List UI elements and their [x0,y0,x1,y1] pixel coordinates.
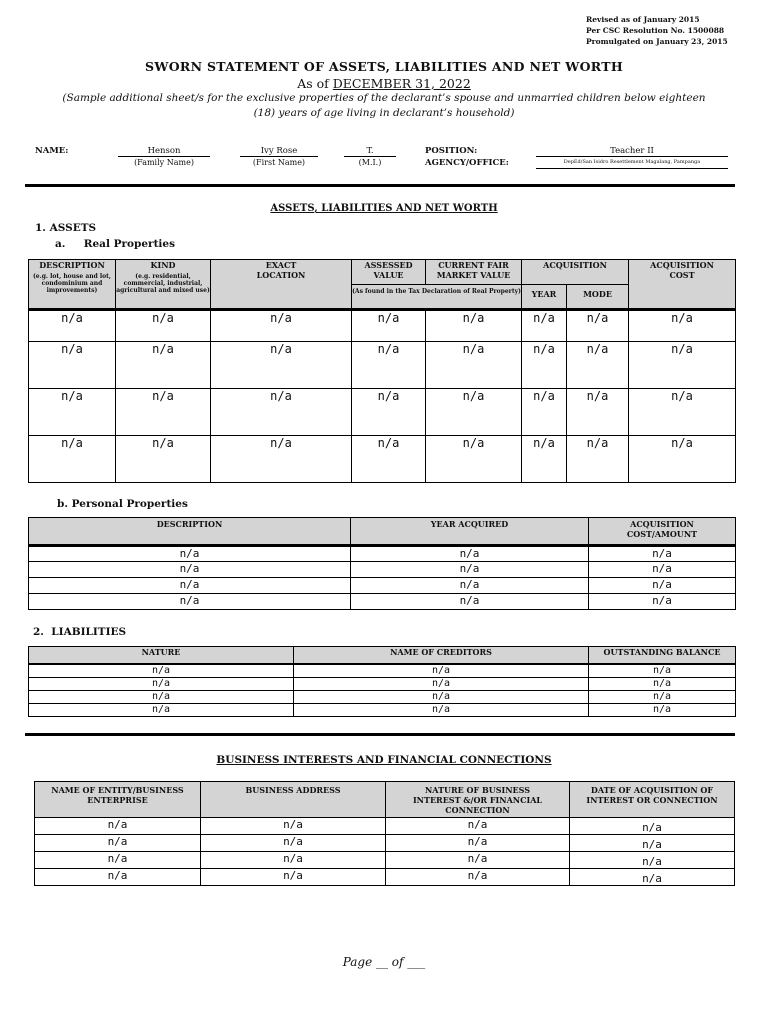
cell: n/a [29,310,116,342]
cell: n/a [426,436,522,483]
cell: n/a [352,310,426,342]
cell: n/a [29,703,294,716]
family-name-caption: (Family Name) [134,158,194,167]
col-assessed [352,260,426,285]
col-description-label: DESCRIPTION [39,260,105,270]
col-personal-year [351,518,589,546]
cell: n/a [29,594,351,610]
cell: n/a [35,818,201,835]
business-table [34,781,735,886]
cell: n/a [35,869,201,886]
col-label: DESCRIPTION [156,519,223,529]
cell: n/a [351,578,589,594]
table-row [35,818,735,835]
personal-properties-heading: b. Personal Properties [57,498,188,510]
table-row [35,852,735,869]
table-row [35,835,735,852]
cell: n/a [29,546,351,562]
table-row [29,677,736,690]
divider [25,184,735,187]
col-kind [116,260,211,310]
col-personal-description [29,518,351,546]
cell: n/a [29,342,116,389]
col-cost [629,260,736,310]
col-date [570,782,735,818]
cell: n/a [29,690,294,703]
personal-properties-table [28,517,736,610]
cell: n/a [116,436,211,483]
liabilities-heading: 2. LIABILITIES [33,626,127,638]
section-title: ASSETS, LIABILITIES AND NET WORTH [270,203,498,214]
col-acquisition [522,260,629,285]
sample-note: (Sample additional sheet/s for the exclusive properties of the declarant’s spouse and unmarried children below eighteen (18) years of age living in declarant’s household) [62,92,706,119]
cell: n/a [589,664,736,678]
divider [25,733,735,736]
table-row [29,703,736,716]
cell: n/a [426,389,522,436]
col-label: OUTSTANDING BALANCE [603,647,721,657]
cell: n/a [352,436,426,483]
col-year [522,285,567,310]
cell: n/a [567,389,629,436]
mi-field: T. [344,146,396,157]
cell: n/a [201,869,386,886]
col-address [201,782,386,818]
table-row [29,389,736,436]
table-row [29,594,736,610]
col-acquisition-label: ACQUISITION [543,260,607,270]
col-tax-note [352,285,522,310]
table-row [29,664,736,678]
cell: n/a [29,664,294,678]
col-label: BUSINESS ADDRESS [245,785,341,795]
table-row [29,578,736,594]
page-number: Page __ of ___ [342,955,426,969]
col-label: NAME OF CREDITORS [390,647,492,657]
cell: n/a [589,690,736,703]
cell: n/a [386,852,570,869]
cell: n/a [351,594,589,610]
cell: n/a [35,835,201,852]
document-title: SWORN STATEMENT OF ASSETS, LIABILITIES AND NET WORTH [145,59,623,74]
cell: n/a [629,342,736,389]
cell: n/a [201,818,386,835]
cell: n/a [29,578,351,594]
cell: n/a [589,578,736,594]
col-mode [567,285,629,310]
cell: n/a [522,310,567,342]
cell: n/a [211,389,352,436]
col-nature [29,647,294,664]
cell: n/a [570,869,735,886]
cell: n/a [352,389,426,436]
agency-label: AGENCY/OFFICE: [425,158,509,168]
col-balance [589,647,736,664]
col-label: NATURE [141,647,181,657]
cell: n/a [426,310,522,342]
as-of-line [0,76,768,91]
cell: n/a [567,310,629,342]
col-label: DATE OF ACQUISITION OF INTEREST OR CONNECTION [586,785,718,805]
cell: n/a [29,389,116,436]
cell: n/a [201,835,386,852]
cell: n/a [386,835,570,852]
cell: n/a [589,703,736,716]
cell: n/a [201,852,386,869]
first-name-field: Ivy Rose [240,146,318,157]
cell: n/a [116,342,211,389]
cell: n/a [567,342,629,389]
cell: n/a [522,436,567,483]
cell: n/a [29,677,294,690]
table-row [29,342,736,389]
col-fair-market-label: CURRENT FAIR MARKET VALUE [436,260,511,280]
col-mode-label: MODE [583,289,612,299]
as-of-label: As of [297,76,329,91]
liabilities-table [28,646,736,717]
assets-heading: 1. ASSETS [35,222,97,234]
table-row [29,546,736,562]
cell: n/a [629,436,736,483]
cell: n/a [351,562,589,578]
col-cost-label: ACQUISITION COST [650,260,714,280]
table-row [29,690,736,703]
table-row [29,562,736,578]
cell: n/a [116,389,211,436]
cell: n/a [570,818,735,835]
col-description-note: (e.g. lot, house and lot, condominium and improvements) [32,273,112,294]
col-location [211,260,352,310]
cell: n/a [570,852,735,869]
cell: n/a [589,546,736,562]
cell: n/a [589,677,736,690]
family-name-field: Henson [118,146,210,157]
col-label: NATURE OF BUSINESS INTEREST &/OR FINANCIAL CONNECTION [412,785,543,815]
cell: n/a [211,342,352,389]
real-properties-heading: a. Real Properties [55,238,176,250]
col-label: ACQUISITION COST/AMOUNT [626,519,698,539]
col-description [29,260,116,310]
col-kind-note: (e.g. residential, commercial, industrial, agricultural and mixed use) [116,273,210,294]
revision-note [586,14,728,47]
cell: n/a [522,342,567,389]
col-label: NAME OF ENTITY/BUSINESS ENTERPRISE [51,785,184,805]
cell: n/a [351,546,589,562]
cell: n/a [29,436,116,483]
col-fair-market [426,260,522,285]
tax-note: (As found in the Tax Declaration of Real Property) [352,288,521,295]
cell: n/a [629,389,736,436]
cell: n/a [211,436,352,483]
cell: n/a [211,310,352,342]
col-label: YEAR ACQUIRED [430,519,509,529]
cell: n/a [589,562,736,578]
cell: n/a [629,310,736,342]
cell: n/a [570,835,735,852]
col-assessed-label: ASSESSED VALUE [364,260,413,280]
cell: n/a [116,310,211,342]
cell: n/a [294,664,589,678]
business-title: BUSINESS INTERESTS AND FINANCIAL CONNECTIONS [216,754,552,766]
col-nature [386,782,570,818]
table-row [29,436,736,483]
resolution-line: Per CSC Resolution No. 1500088 [586,26,725,35]
cell: n/a [35,852,201,869]
col-creditors [294,647,589,664]
real-properties-table [28,259,736,483]
cell: n/a [386,869,570,886]
mi-caption: (M.I.) [358,158,382,167]
col-year-label: YEAR [531,289,557,299]
col-location-label: EXACT LOCATION [256,260,306,280]
cell: n/a [352,342,426,389]
col-kind-label: KIND [150,260,176,270]
cell: n/a [386,818,570,835]
first-name-caption: (First Name) [252,158,306,167]
table-row [29,310,736,342]
cell: n/a [294,677,589,690]
cell: n/a [294,703,589,716]
name-label: NAME: [35,146,69,156]
position-label: POSITION: [425,146,478,156]
table-row [35,869,735,886]
cell: n/a [426,342,522,389]
cell: n/a [29,562,351,578]
as-of-date: DECEMBER 31, 2022 [332,76,471,91]
cell: n/a [294,690,589,703]
col-personal-cost [589,518,736,546]
cell: n/a [522,389,567,436]
promulgated-line: Promulgated on January 23, 2015 [586,37,728,46]
col-entity [35,782,201,818]
agency-field: DepEd/San Isidro Resettlement Magalang, Pampanga [536,156,728,169]
cell: n/a [589,594,736,610]
position-field: Teacher II [536,146,728,157]
cell: n/a [567,436,629,483]
revision-line: Revised as of January 2015 [586,15,700,24]
